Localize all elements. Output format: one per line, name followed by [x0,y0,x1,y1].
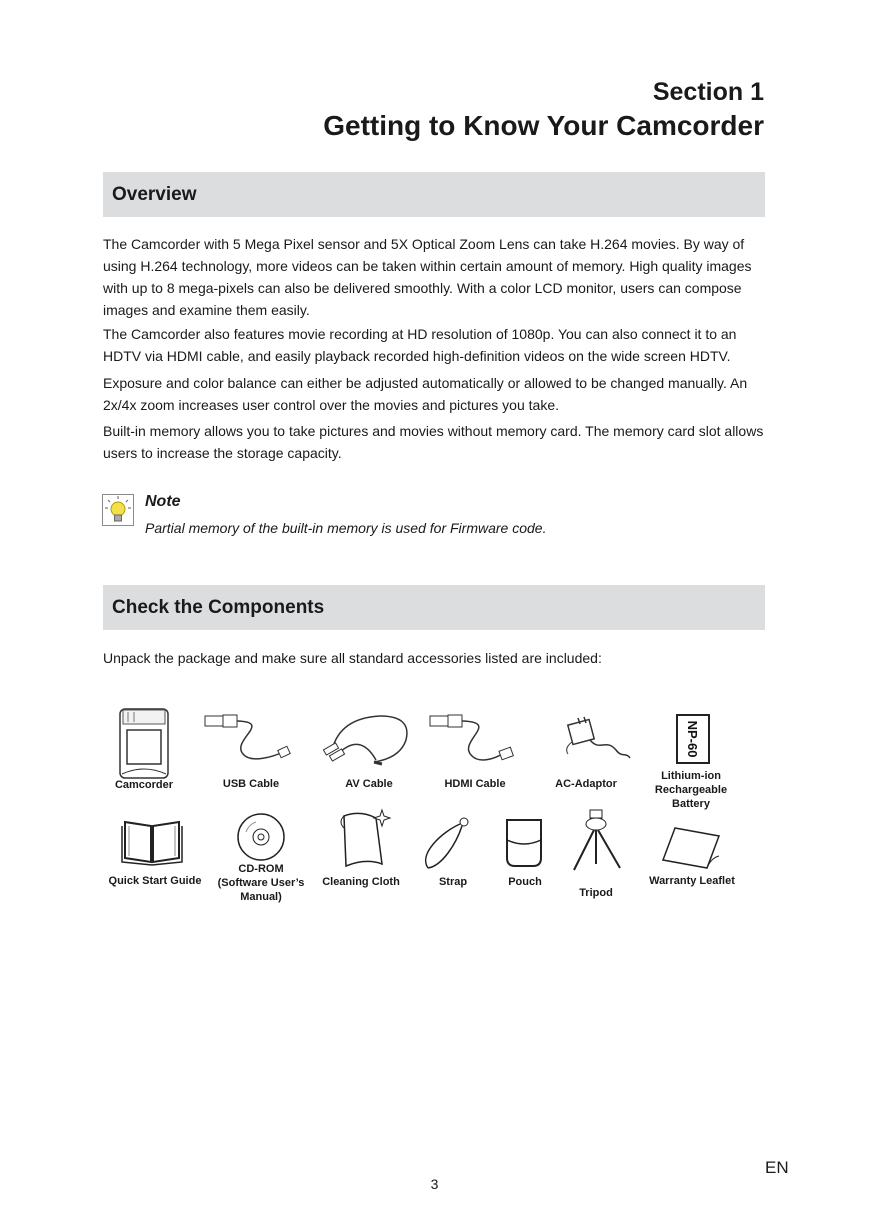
component-label: Lithium-ion Rechargeable Battery [654,770,728,810]
note-title: Note [145,493,181,510]
camcorder-icon [118,708,170,780]
overview-paragraph: Exposure and color balance can either be adjusted automatically or allowed to be changed manually. An 2x/4x zoom increases user control over the movies and pictures you take. [103,375,748,413]
component-label: AV Cable [345,778,393,790]
overview-paragraph: The Camcorder with 5 Mega Pixel sensor and 5X Optical Zoom Lens can take H.264 movies. By way of using H.264 technology, more videos can be taken within certain amount of memory. High quality images with up to 8 mega-pixels can also be delivered smoothly. With a color LCD monitor, users can compose images and examine them easily. [103,236,752,318]
component-label: Cleaning Cloth [322,876,400,888]
component-label: HDMI Cable [444,778,506,790]
lightbulb-icon [102,494,134,526]
components-intro: Unpack the package and make sure all standard accessories listed are included: [103,650,602,666]
warranty-leaflet-icon [661,826,721,870]
component-label: Strap [438,876,468,888]
ac-adaptor-icon [554,712,632,770]
hdmi-cable-icon [428,712,518,770]
overview-paragraph: The Camcorder also features movie recording at HD resolution of 1080p. You can also connect it to an HDTV via HDMI cable, and easily playback recorded high-definition videos on the wide screen HDTV. [103,326,737,364]
section-title: Getting to Know Your Camcorder [323,110,764,141]
overview-heading-bar [103,172,765,217]
note-text: Partial memory of the built-in memory is used for Firmware code. [145,520,547,536]
language-marker: EN [765,1158,789,1177]
components-heading-bar [103,585,765,630]
strap-icon [420,814,474,872]
battery-icon [676,714,710,764]
components-heading: Check the Components [112,597,325,618]
page-number: 3 [430,1176,439,1192]
component-label: AC-Adaptor [555,778,617,790]
overview-heading: Overview [112,184,197,205]
component-label: Warranty Leaflet [649,875,735,887]
cleaning-cloth-icon [336,808,396,868]
tripod-icon [570,808,624,874]
component-label: USB Cable [222,778,280,790]
component-label: Tripod [579,887,613,899]
usb-cable-icon [203,712,293,770]
overview-paragraph: Built-in memory allows you to take pictures and movies without memory card. The memory card slot allows users to increase the storage capacity. [103,423,764,461]
cd-rom-icon [236,812,286,862]
section-number: Section 1 [652,78,764,106]
component-label: Quick Start Guide [108,875,202,887]
book-icon [121,818,183,866]
component-label: Camcorder [114,779,174,791]
battery-label: NP-60 [685,720,700,758]
pouch-icon [505,818,543,868]
av-cable-icon [320,712,412,770]
component-label: Pouch [508,876,542,888]
component-label: CD-ROM (Software User’s Manual) [217,863,305,903]
